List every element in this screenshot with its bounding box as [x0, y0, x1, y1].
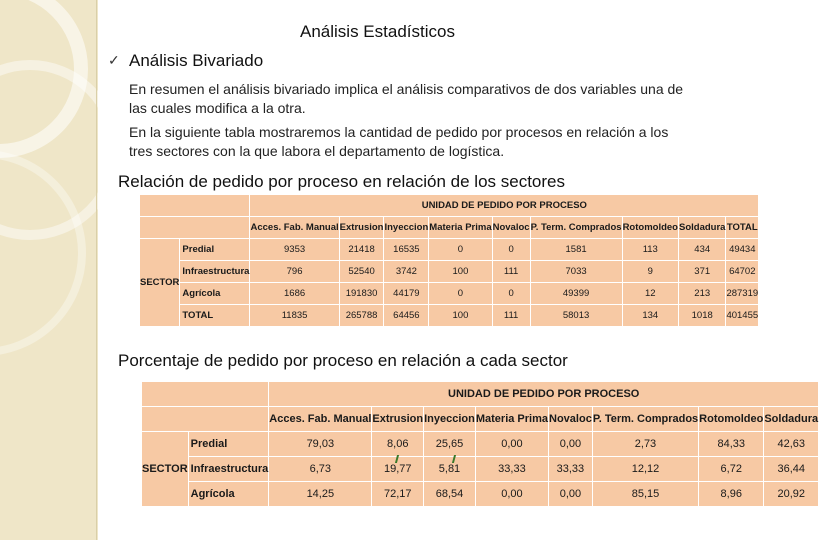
table-cell: 52540 — [339, 261, 384, 283]
column-header: Rotomoldeo — [622, 217, 678, 239]
table-cell: 434 — [678, 239, 725, 261]
table-cell: 84,33 — [699, 432, 764, 457]
table-cell: 1018 — [678, 305, 725, 327]
table-cell: 2,73 — [592, 432, 698, 457]
table-row — [142, 432, 819, 457]
table-cell: 7033 — [530, 261, 622, 283]
table-cell: 14,25 — [269, 482, 372, 507]
column-header: Rotomoldeo — [699, 407, 764, 432]
table-cell: 33,33 — [475, 457, 548, 482]
table-cell: 796 — [250, 261, 339, 283]
table-cell: 213 — [678, 283, 725, 305]
row-label: TOTAL — [180, 305, 250, 327]
column-header: Soldadura — [678, 217, 725, 239]
column-header: P. Term. Comprados — [530, 217, 622, 239]
column-header: Novaloc — [549, 407, 593, 432]
table-cell: 68,54 — [424, 482, 476, 507]
table-cell: 79,03 — [269, 432, 372, 457]
table-cell: 20,92 — [764, 482, 819, 507]
decorative-sidebar — [0, 0, 98, 540]
table-cell: 287319 — [726, 283, 759, 305]
table-cell: 8,96 — [699, 482, 764, 507]
table-cell: 0,00 — [475, 482, 548, 507]
table-row — [142, 457, 819, 482]
row-label: Predial — [188, 432, 269, 457]
column-header: Soldadura — [764, 407, 819, 432]
table-cell: 6,73 — [269, 457, 372, 482]
table-cell: 21418 — [339, 239, 384, 261]
table-cell: 0,00 — [475, 432, 548, 457]
table-cell: 6,72 — [699, 457, 764, 482]
table-cell: 16535 — [384, 239, 429, 261]
table-cell: 12 — [622, 283, 678, 305]
table-row — [140, 283, 759, 305]
row-label: Agrícola — [180, 283, 250, 305]
table-cell: 12,12 — [592, 457, 698, 482]
row-label: Agrícola — [188, 482, 269, 507]
table-cell: 0,00 — [549, 432, 593, 457]
table-cell: 0,00 — [549, 482, 593, 507]
column-header: Materia Prima — [475, 407, 548, 432]
table-cell: 265788 — [339, 305, 384, 327]
paragraph: En resumen el análisis bivariado implica el análisis comparativos de dos variables una de las cuales modifica a la otra. — [129, 81, 684, 116]
orders-by-process-table — [139, 194, 759, 327]
paragraph: En la siguiente tabla mostraremos la cantidad de pedido por procesos en relación a los tres sectores con la que labora el departamento de logística. — [129, 124, 669, 159]
table-row — [140, 305, 759, 327]
table-group-header: UNIDAD DE PEDIDO POR PROCESO — [269, 382, 819, 407]
table-cell: 0 — [492, 283, 530, 305]
table-cell: 64702 — [726, 261, 759, 283]
table-cell: 111 — [492, 305, 530, 327]
table-cell: 111 — [492, 261, 530, 283]
table-cell: 36,44 — [764, 457, 819, 482]
column-header: Extrusion — [372, 407, 424, 432]
table-cell: 0 — [492, 239, 530, 261]
table-cell: 49399 — [530, 283, 622, 305]
table-cell: 64456 — [384, 305, 429, 327]
column-header: TOTAL — [726, 217, 759, 239]
table-corner — [140, 217, 250, 239]
table-cell: 0 — [429, 239, 492, 261]
sidebar-divider — [96, 0, 97, 540]
table-cell: 9353 — [250, 239, 339, 261]
table-cell: 134 — [622, 305, 678, 327]
slide-title: Análisis Estadísticos — [300, 22, 455, 41]
table-cell: 72,17 — [372, 482, 424, 507]
row-label: Predial — [180, 239, 250, 261]
table-cell: 5,81 — [424, 457, 476, 482]
table-row — [142, 482, 819, 507]
table-cell: 100 — [429, 261, 492, 283]
table-cell: 44179 — [384, 283, 429, 305]
table-cell: 191830 — [339, 283, 384, 305]
row-label: Infraestructura — [188, 457, 269, 482]
table-row — [140, 239, 759, 261]
column-header: Novaloc — [492, 217, 530, 239]
table-cell: 113 — [622, 239, 678, 261]
table-cell: 85,15 — [592, 482, 698, 507]
table-cell: 3742 — [384, 261, 429, 283]
column-header: Extrusion — [339, 217, 384, 239]
column-header: Inyeccion — [424, 407, 476, 432]
table-corner — [142, 407, 269, 432]
column-header: Acces. Fab. Manual — [250, 217, 339, 239]
table-cell: 19,77 — [372, 457, 424, 482]
table-cell: 9 — [622, 261, 678, 283]
table-corner — [140, 195, 250, 217]
table-group-header: UNIDAD DE PEDIDO POR PROCESO — [250, 195, 759, 217]
column-header: Acces. Fab. Manual — [269, 407, 372, 432]
table-cell: 371 — [678, 261, 725, 283]
percentage-by-process-table — [141, 381, 819, 507]
table1-caption: Relación de pedido por proceso en relación de los sectores — [118, 172, 565, 191]
column-header: Inyeccion — [384, 217, 429, 239]
table-row — [140, 261, 759, 283]
table-cell: 0 — [429, 283, 492, 305]
table-cell: 25,65 — [424, 432, 476, 457]
table-cell: 1686 — [250, 283, 339, 305]
column-header: Materia Prima — [429, 217, 492, 239]
column-header: P. Term. Comprados — [592, 407, 698, 432]
table-corner — [142, 382, 269, 407]
table-cell: 1581 — [530, 239, 622, 261]
row-label: Infraestructura — [180, 261, 250, 283]
table-cell: 11835 — [250, 305, 339, 327]
table-cell: 58013 — [530, 305, 622, 327]
checkmark-icon: ✓ — [108, 52, 120, 68]
sector-label: SECTOR — [140, 239, 180, 327]
table2-caption: Porcentaje de pedido por proceso en relación a cada sector — [118, 351, 568, 370]
sector-label: SECTOR — [142, 432, 189, 507]
table-cell: 33,33 — [549, 457, 593, 482]
table-cell: 8,06 — [372, 432, 424, 457]
slide-subtitle: Análisis Bivariado — [129, 51, 264, 70]
table-cell: 401455 — [726, 305, 759, 327]
table-cell: 49434 — [726, 239, 759, 261]
table-cell: 100 — [429, 305, 492, 327]
table-cell: 42,63 — [764, 432, 819, 457]
